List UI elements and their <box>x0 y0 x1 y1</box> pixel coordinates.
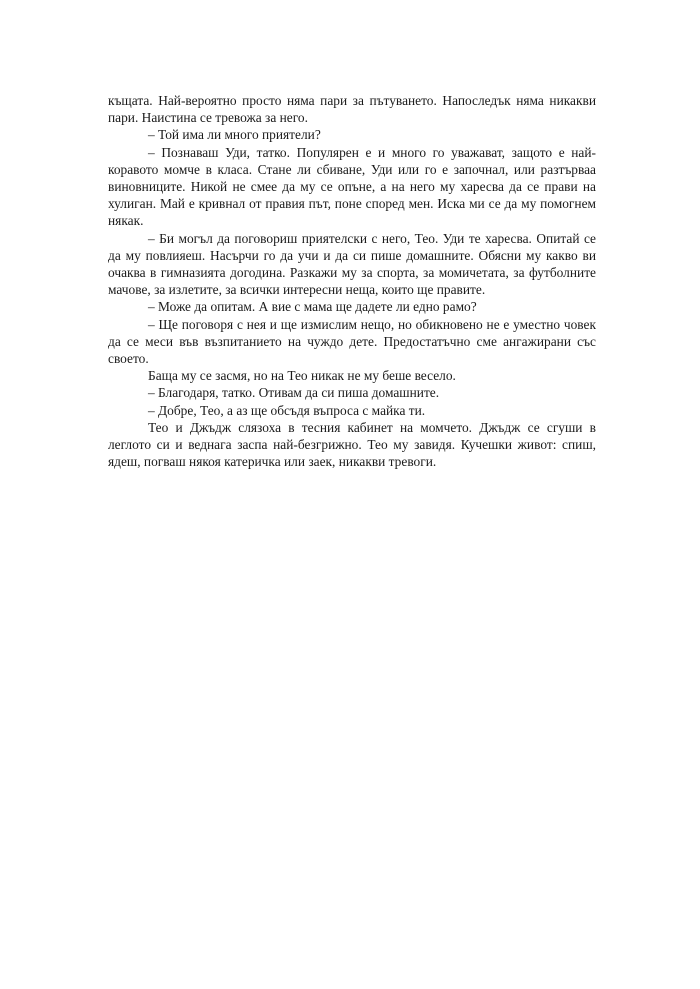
paragraph: – Той има ли много приятели? <box>148 127 321 143</box>
paragraph: – Познаваш Уди, татко. Популярен е и много го уважават, защото е най-коравото момче в класа. Стане ли сбиване, Уди или го е започнал, или разтърваа виновниците. Никой не смее да му се опъне, а на него му харесва да се прави на хулиган. Май е кривнал от правия път, поне според мен. Иска ми се да му помогнем някак. <box>108 144 596 229</box>
paragraph: – Ще поговоря с нея и ще измислим нещо, но обикновено не е уместно човек да се меси във възпитанието на чуждо дете. Предостатъчно сме ангажирани със своето. <box>108 316 596 367</box>
paragraph: – Би могъл да поговориш приятелски с него, Тео. Уди те харесва. Опитай се да му повлияеш. Насърчи го да учи и да си пише домашните. Обясни му какво ви очаква в гимназията догодина. Разкажи му за спорта, за момичетата, за футболните мачове, за излетите, за всички интересни неща, които ще правите. <box>108 230 596 298</box>
body-text <box>108 92 596 470</box>
paragraph: – Добре, Тео, а аз ще обсъдя въпроса с майка ти. <box>148 402 426 418</box>
paragraph: Баща му се засмя, но на Тео никак не му беше весело. <box>148 368 456 384</box>
paragraph: Тео и Джъдж слязоха в тесния кабинет на момчето. Джъдж се сгуши в леглото си и веднага заспа най-безгрижно. Тео му завидя. Кучешки живот: спиш, ядеш, погваш някоя катеричка или заек, никакви тревоги. <box>108 419 596 470</box>
paragraph: – Благодаря, татко. Отивам да си пиша домашните. <box>148 385 440 401</box>
paragraph: – Може да опитам. А вие с мама ще дадете ли едно рамо? <box>148 299 477 315</box>
paragraph: къщата. Най-вероятно просто няма пари за пътуването. Напоследък няма никакви пари. Наистина се тревожа за него. <box>108 93 596 126</box>
